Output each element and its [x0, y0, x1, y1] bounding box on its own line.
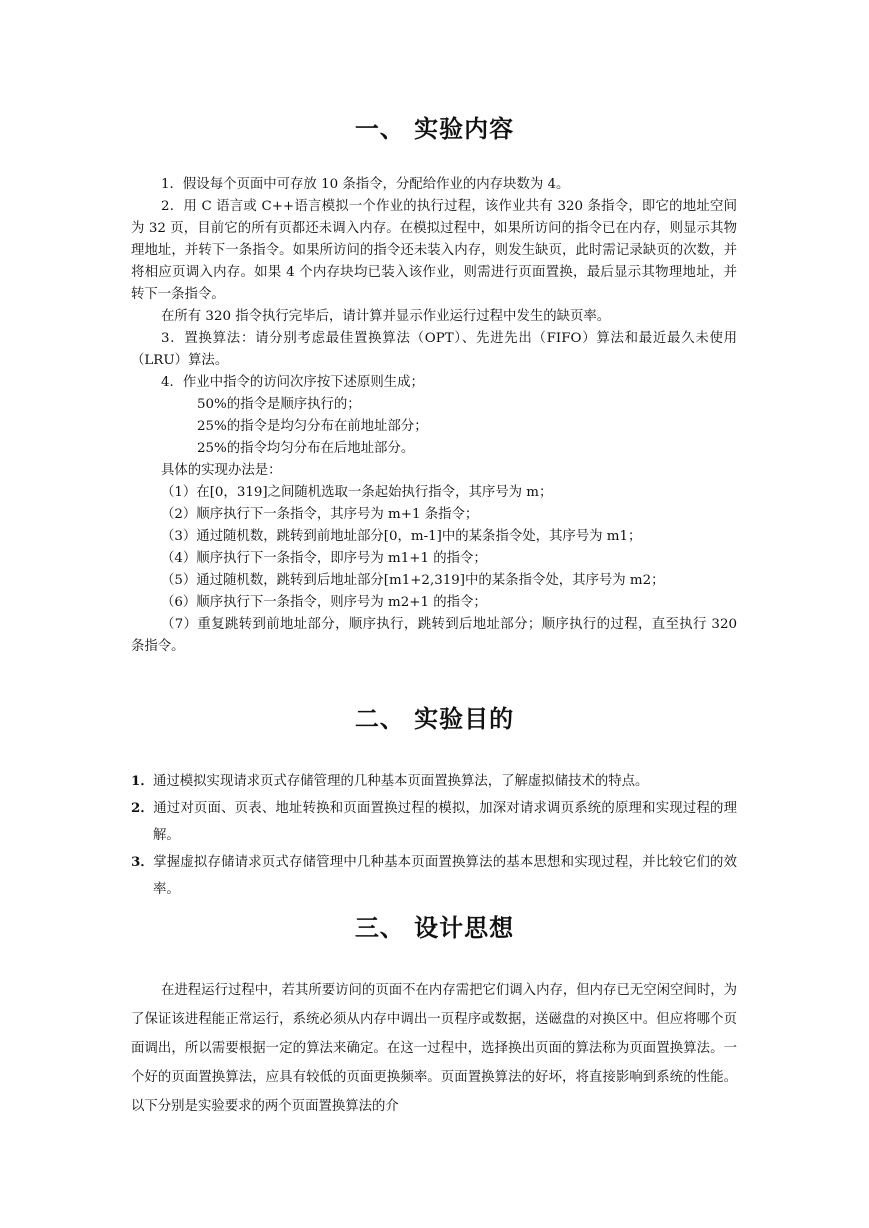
section-heading-design: 三、 设计思想 — [354, 914, 515, 942]
objective-number: 2． — [131, 800, 154, 816]
step-item: （1）在[0，319]之间随机选取一条起始执行指令，其序号为 m； — [161, 485, 553, 500]
objective-text: 掌握虚拟存储请求页式存储管理中几种基本页面置换算法的基本思想和实现过程，并比较它们的效率。 — [153, 855, 737, 897]
rule-item: 25%的指令是均匀分布在前地址部分； — [197, 419, 428, 434]
objective-number: 1． — [131, 773, 154, 789]
rule-item: 25%的指令均匀分布在后地址部分。 — [197, 441, 415, 456]
objective-text: 通过模拟实现请求页式存储管理的几种基本页面置换算法，了解虚拟储技术的特点。 — [153, 774, 649, 789]
paragraph-4: 3．置换算法：请分别考虑最佳置换算法（OPT）、先进先出（FIFO）算法和最近最久未使用（LRU）算法。 — [131, 331, 737, 368]
objective-item — [131, 795, 737, 849]
step-item: （5）通过随机数，跳转到后地址部分[m1+2,319]中的某条指令处，其序号为 m2； — [161, 573, 665, 588]
paragraph-3: 在所有 320 指令执行完毕后，请计算并显示作业运行过程中发生的缺页率。 — [161, 309, 611, 324]
paragraph-5: 4．作业中指令的访问次序按下述原则生成； — [161, 375, 424, 390]
objective-item — [131, 849, 737, 903]
objective-text: 通过对页面、页表、地址转换和页面置换过程的模拟，加深对请求调页系统的原理和实现过程的理解。 — [153, 801, 737, 843]
paragraph-2: 2．用 C 语言或 C++语言模拟一个作业的执行过程，该作业共有 320 条指令，即它的地址空间为 32 页，目前它的所有页都还未调入内存。在模拟过程中，如果所访问的指令已在内存，则显示其物理地址，并转下一条指令。如果所访问的指令还未装入内存，则发生缺页，此时需记录缺页的次数，并将相应页调入内存。如果 4 个内存块均已装入该作业，则需进行页面置换，最后显示其物理地址，并转下一条指令。 — [131, 199, 737, 302]
step-item: （2）顺序执行下一条指令，其序号为 m+1 条指令； — [161, 507, 479, 522]
step-item: （4）顺序执行下一条指令，即序号为 m1+1 的指令； — [161, 551, 487, 566]
section-heading-objectives: 二、 实验目的 — [354, 705, 515, 733]
section-heading-content: 一、 实验内容 — [354, 115, 515, 143]
impl-intro: 具体的实现办法是： — [161, 463, 282, 478]
paragraph-1: 1．假设每个页面中可存放 10 条指令，分配给作业的内存块数为 4。 — [161, 177, 570, 192]
step-item: （6）顺序执行下一条指令，则序号为 m2+1 的指令； — [161, 595, 487, 610]
step-item: （3）通过随机数，跳转到前地址部分[0，m-1]中的某条指令处，其序号为 m1； — [161, 529, 642, 544]
design-paragraph: 在进程运行过程中，若其所要访问的页面不在内存需把它们调入内存，但内存已无空闲空间时，为了保证该进程能正常运行，系统必须从内存中调出一页程序或数据，送磁盘的对换区中。但应将哪个页面调出，所以需要根据一定的算法来确定。在这一过程中，选择换出页面的算法称为页面置换算法。一个好的页面置换算法，应具有较低的页面更换频率。页面置换算法的好坏，将直接影响到系统的性能。以下分别是实验要求的两个页面置换算法的介 — [131, 983, 737, 1114]
design-body — [131, 976, 737, 1121]
objectives-list — [131, 768, 737, 903]
objective-number: 3． — [131, 854, 154, 870]
section-content-body — [131, 174, 737, 658]
rule-item: 50%的指令是顺序执行的； — [197, 397, 361, 412]
step-item: （7）重复跳转到前地址部分，顺序执行，跳转到后地址部分；顺序执行的过程，直至执行 320 条指令。 — [131, 617, 737, 654]
objective-item — [131, 768, 737, 795]
